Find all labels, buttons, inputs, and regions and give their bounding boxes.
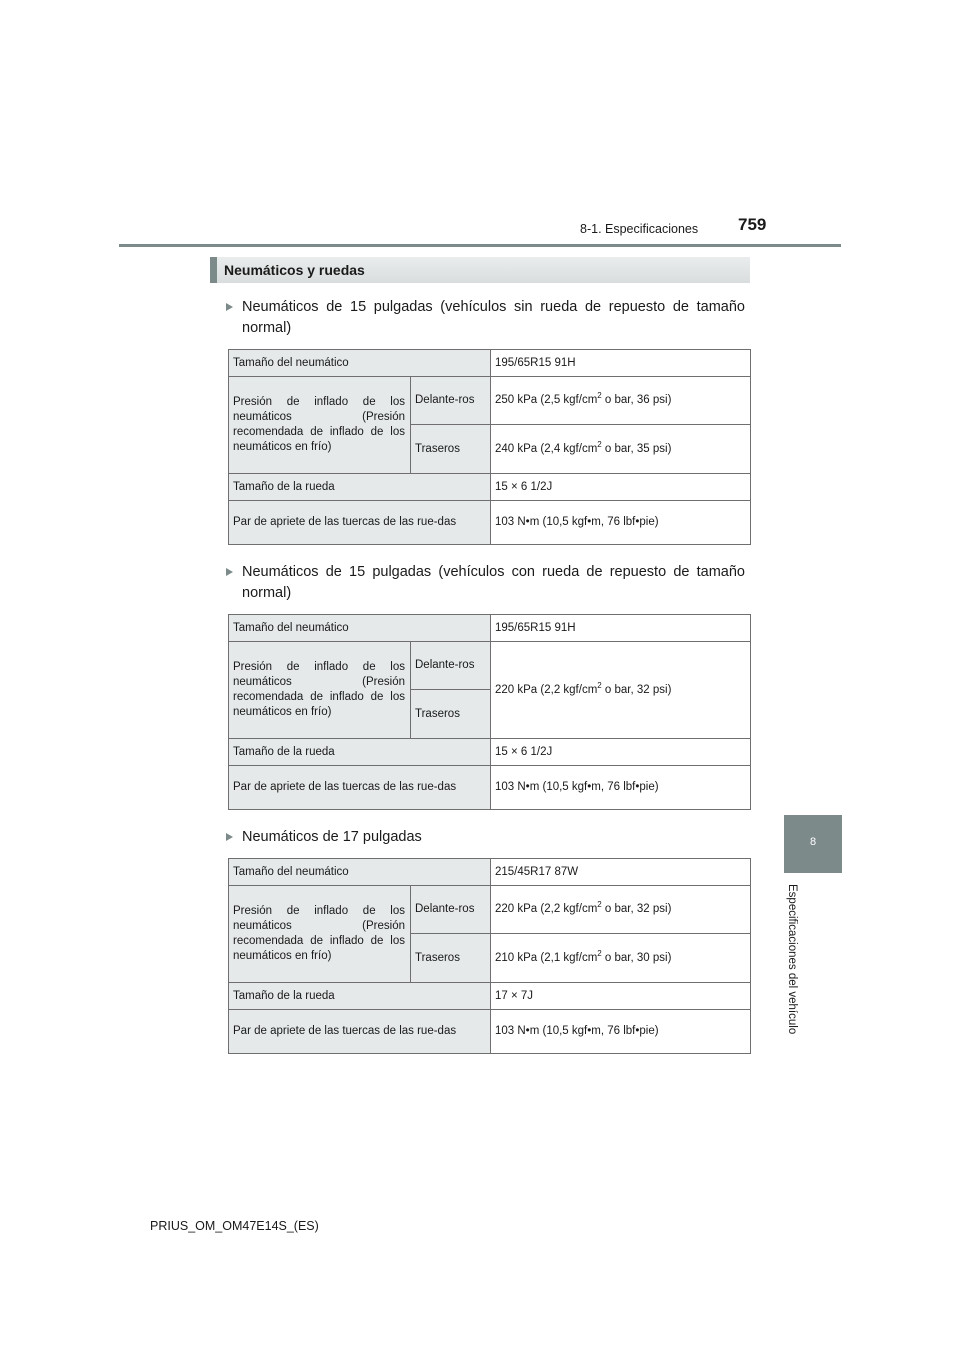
subheading-text: Neumáticos de 15 pulgadas (vehículos sin rueda de repuesto de tamaño normal) (242, 299, 745, 336)
spec-table-15in-no-spare (228, 349, 751, 545)
label-pressure: Presión de inflado de los neumáticos (Presión recomendada de inflado de los neumáticos en frío) (229, 886, 411, 983)
value-front-pressure (491, 886, 751, 934)
table-row (229, 350, 751, 377)
label-torque: Par de apriete de las tuercas de las rue-das (229, 1010, 491, 1054)
value-tire-size: 195/65R15 91H (491, 350, 751, 377)
value-torque: 103 N•m (10,5 kgf•m, 76 lbf•pie) (491, 1010, 751, 1054)
label-rear: Traseros (411, 690, 491, 739)
page-number: 759 (738, 215, 767, 234)
chapter-side-label: Especificaciones del vehículo (786, 884, 798, 1035)
superscript: 2 (597, 900, 602, 910)
table-row (229, 501, 751, 545)
triangle-bullet-icon (226, 303, 233, 311)
table-row (229, 642, 751, 690)
value-wheel-size: 17 × 7J (491, 983, 751, 1010)
label-rear: Traseros (411, 425, 491, 474)
table-row (229, 859, 751, 886)
table-row (229, 886, 751, 934)
value-wheel-size: 15 × 6 1/2J (491, 474, 751, 501)
section-title: Neumáticos y ruedas (224, 262, 365, 278)
label-wheel-size: Tamaño de la rueda (229, 474, 491, 501)
superscript: 2 (597, 391, 602, 401)
spec-table-15in-with-spare (228, 614, 751, 810)
label-front: Delante-ros (411, 377, 491, 425)
label-front: Delante-ros (411, 642, 491, 690)
superscript: 2 (597, 948, 602, 958)
value-tire-size: 215/45R17 87W (491, 859, 751, 886)
table-row (229, 766, 751, 810)
table-row (229, 1010, 751, 1054)
subheading-text: Neumáticos de 17 pulgadas (242, 829, 422, 845)
pressure-rest: o bar, 36 psi) (601, 394, 672, 406)
value-torque: 103 N•m (10,5 kgf•m, 76 lbf•pie) (491, 501, 751, 545)
pressure-kpa: 220 kPa (2,2 kgf/cm (495, 903, 598, 915)
table-row (229, 377, 751, 425)
chapter-number: 8 (809, 836, 817, 848)
header-rule (119, 244, 841, 247)
label-wheel-size: Tamaño de la rueda (229, 983, 491, 1010)
subheading-15in-no-spare (242, 297, 745, 339)
label-tire-size: Tamaño del neumático (229, 859, 491, 886)
subheading-15in-with-spare (242, 562, 745, 604)
table-row (229, 615, 751, 642)
footer-doc-code: PRIUS_OM_OM47E14S_(ES) (150, 1219, 319, 1233)
pressure-kpa: 210 kPa (2,1 kgf/cm (495, 951, 598, 964)
pressure-rest: o bar, 35 psi) (601, 442, 672, 455)
section-accent (210, 257, 217, 283)
table-row (229, 739, 751, 766)
triangle-bullet-icon (226, 833, 233, 841)
pressure-rest: o bar, 32 psi) (601, 683, 672, 696)
pressure-rest: o bar, 32 psi) (601, 903, 672, 915)
pressure-kpa: 220 kPa (2,2 kgf/cm (495, 683, 598, 696)
label-front: Delante-ros (411, 886, 491, 934)
value-rear-pressure (491, 934, 751, 983)
label-pressure: Presión de inflado de los neumáticos (Presión recomendada de inflado de los neumáticos en frío) (229, 377, 411, 474)
section-title-bar (210, 257, 750, 283)
subheading-text: Neumáticos de 15 pulgadas (vehículos con rueda de repuesto de tamaño normal) (242, 564, 745, 601)
label-wheel-size: Tamaño de la rueda (229, 739, 491, 766)
label-pressure: Presión de inflado de los neumáticos (Presión recomendada de inflado de los neumáticos en frío) (229, 642, 411, 739)
value-wheel-size: 15 × 6 1/2J (491, 739, 751, 766)
value-rear-pressure (491, 425, 751, 474)
superscript: 2 (597, 439, 602, 449)
running-header-section: 8-1. Especificaciones (580, 222, 699, 236)
pressure-kpa: 240 kPa (2,4 kgf/cm (495, 442, 598, 455)
label-rear: Traseros (411, 934, 491, 983)
label-tire-size: Tamaño del neumático (229, 350, 491, 377)
label-torque: Par de apriete de las tuercas de las rue-das (229, 766, 491, 810)
triangle-bullet-icon (226, 568, 233, 576)
value-front-pressure (491, 377, 751, 425)
table-row (229, 474, 751, 501)
label-tire-size: Tamaño del neumático (229, 615, 491, 642)
superscript: 2 (597, 680, 602, 690)
table-row (229, 983, 751, 1010)
pressure-rest: o bar, 30 psi) (601, 951, 672, 964)
value-tire-size: 195/65R15 91H (491, 615, 751, 642)
subheading-17in (242, 827, 745, 848)
label-torque: Par de apriete de las tuercas de las rue-das (229, 501, 491, 545)
spec-table-17in (228, 858, 751, 1054)
chapter-tab (784, 815, 842, 873)
value-torque: 103 N•m (10,5 kgf•m, 76 lbf•pie) (491, 766, 751, 810)
value-both-pressure (491, 642, 751, 739)
pressure-kpa: 250 kPa (2,5 kgf/cm (495, 394, 598, 406)
